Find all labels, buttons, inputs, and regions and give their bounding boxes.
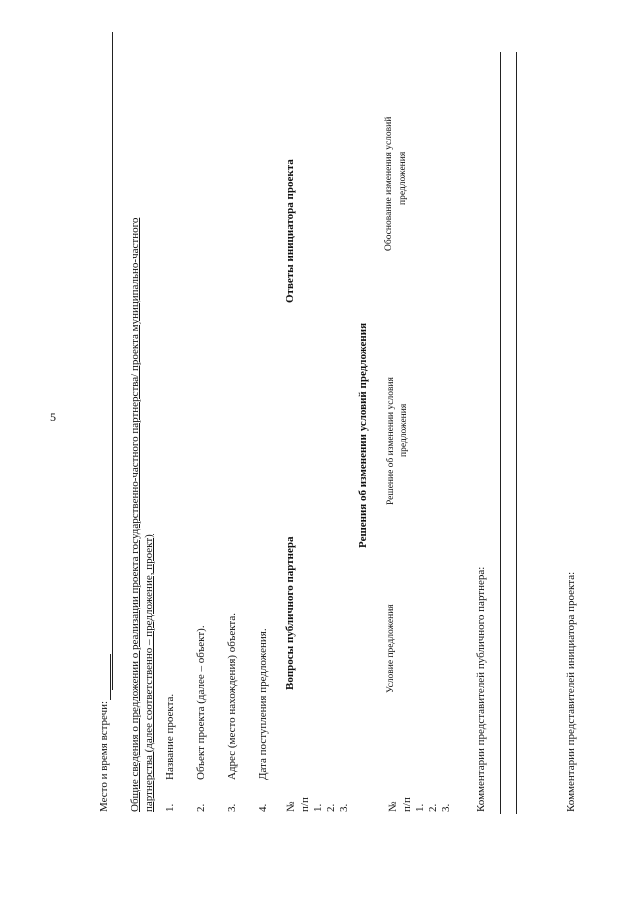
changes-row-number: 2. [427, 803, 439, 812]
changes-justification-header-line-2: предложения [398, 151, 408, 205]
qa-answers-header: Ответы инициатора проекта [284, 159, 296, 303]
changes-row-number: 1. [414, 803, 426, 812]
page-number: 5 [50, 410, 56, 424]
changes-justification-header: Обоснование изменения условий [384, 116, 394, 251]
changes-decision-header: Решение об изменении условия [386, 377, 396, 505]
separator-line-2 [516, 52, 517, 814]
item-text: Название проекта. [164, 693, 176, 780]
qa-row-number: 1. [312, 803, 324, 812]
top-border-line [112, 32, 113, 690]
separator-line-1 [500, 52, 501, 814]
changes-num-header-sub: п/п [401, 797, 413, 812]
comments-public-partner: Комментарии представителей публичного партнера: [475, 566, 487, 812]
item-number: 4. [257, 803, 269, 812]
item-number: 3. [226, 803, 238, 812]
general-info-line-1: Общие сведения о предложении о реализации проекта государственно-частного партнерства/ проекта муниципально-частного [129, 217, 141, 812]
changes-section-title: Решения об изменении условий предложения [357, 322, 369, 548]
item-text: Дата поступления предложения. [257, 628, 269, 780]
changes-condition-header: Условие предложения [386, 604, 396, 693]
qa-row-number: 3. [338, 803, 350, 812]
changes-row-number: 3. [440, 803, 452, 812]
item-number: 1. [164, 803, 176, 812]
qa-num-header: № [285, 801, 297, 812]
changes-decision-header-line-2: предложения [399, 403, 409, 457]
item-number: 2. [195, 803, 207, 812]
changes-num-header: № [387, 801, 399, 812]
comments-initiator: Комментарии представителей инициатора проекта: [565, 571, 577, 812]
item-text: Объект проекта (далее – объект). [195, 625, 207, 780]
item-text: Адрес (место нахождения) объекта. [226, 613, 238, 780]
general-info-line-2: партнерства (далее соответственно – предложение, проект) [143, 534, 155, 812]
meeting-place-label: Место и время встречи: [98, 700, 110, 812]
meeting-place-underline [110, 654, 111, 700]
qa-questions-header: Вопросы публичного партнера [284, 536, 296, 690]
qa-num-header-sub: п/п [299, 797, 311, 812]
qa-row-number: 2. [325, 803, 337, 812]
